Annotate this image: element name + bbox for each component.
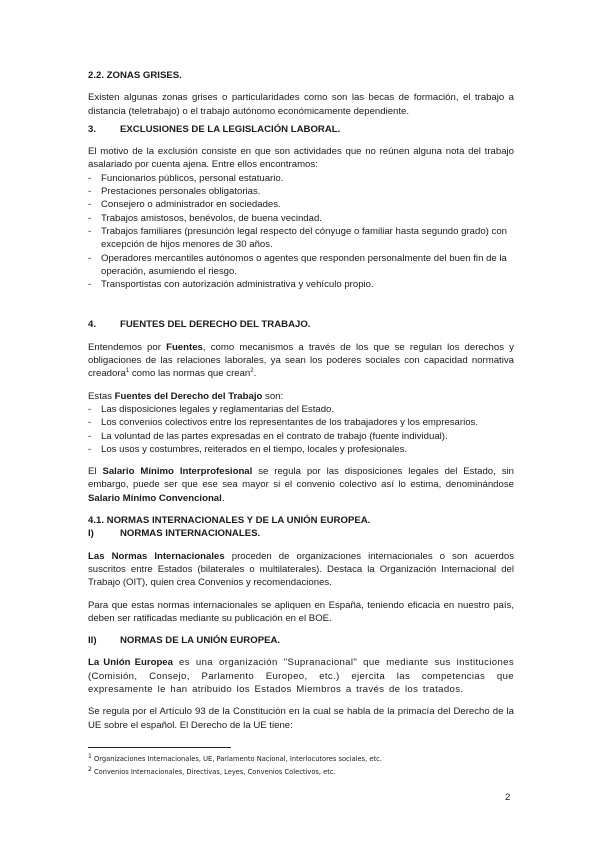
footnote-mark: 2	[88, 765, 92, 773]
list-item: - Trabajos amistosos, benévolos, de buena vecindad.	[88, 212, 514, 225]
paragraph-salario-minimo: El Salario Mínimo Interprofesional se regula por las disposiciones legales del Estado, sin embargo, puede ser que ese sea mayor si el convenio colectivo así lo estima, denominándose Salario Mínimo Convencional.	[88, 466, 514, 504]
section-heading-3	[88, 123, 514, 136]
document-page	[88, 69, 514, 732]
list-item: - Trabajos familiares (presunción legal respecto del cónyuge o familiar hasta segundo grado) con excepción de hijos menores de 30 años.	[88, 225, 514, 252]
list-item: - Las disposiciones legales y reglamentarias del Estado.	[88, 403, 514, 416]
section-heading-4	[88, 318, 514, 331]
list-item: - Operadores mercantiles autónomos o agentes que responden personalmente del buen fin de la operación, asumiendo el riesgo.	[88, 252, 514, 279]
section-number: 3.	[88, 123, 97, 135]
paragraph-union-europea: La Unión Europea es una organización "Supranacional" que mediante sus instituciones (Comisión, Consejo, Parlamento Europeo, etc.) ejercita las competencias que expresamente le han atribuido los Estados Miembros a través de los tratados.	[88, 657, 514, 695]
paragraph-zonas-grises: Existen algunas zonas grises o particularidades como son las becas de formación, el trabajo a distancia (teletrabajo) o el trabajo autónomo económicamente dependiente.	[88, 92, 514, 117]
section-title: FUENTES DEL DERECHO DEL TRABAJO.	[120, 319, 311, 331]
section-number: 4.	[88, 319, 97, 331]
list-item: - Los convenios colectivos entre los representantes de los trabajadores y los empresarios.	[88, 416, 514, 429]
list-item: - Transportistas con autorización administrativa y vehículo propio.	[88, 278, 514, 291]
paragraph-fuentes: Entendemos por Fuentes, como mecanismos a través de los que se regulan los derechos y obligaciones de las relaciones laborales, ya sean los poderes sociales con capacidad normativa creadora$^1$ como las normas que crean$^2$.	[88, 341, 514, 380]
subsection-heading-i	[88, 527, 514, 540]
paragraph-fuentes-intro: Estas Fuentes del Derecho del Trabajo son:	[88, 390, 284, 402]
paragraph-exclusiones: El motivo de la exclusión consiste en que son actividades que no reúnen alguna nota del trabajo asalariado por cuenta ajena. Entre ellos encontramos:	[88, 146, 514, 171]
paragraph-articulo-93: Se regula por el Artículo 93 de la Constitución en la cual se habla de la primacía del Derecho de la UE sobre el español. El Derecho de la UE tiene:	[88, 706, 514, 731]
bold-term: Fuentes	[166, 341, 203, 353]
subsection-heading-ii	[88, 634, 514, 647]
list-item: - Consejero o administrador en sociedades.	[88, 198, 514, 211]
bold-term: Salario Mínimo Convencional	[88, 492, 222, 504]
footnote-ref-2[interactable]: 2	[250, 368, 254, 375]
footnote-mark: 1	[88, 752, 92, 760]
footnote-2: $^2$ Convenios Internacionales, Directivas, Leyes, Convenios Colectivos, etc.	[88, 765, 336, 776]
list-item: - La voluntad de las partes expresadas en el contrato de trabajo (fuente individual).	[88, 430, 514, 443]
section-heading-4-1: 4.1. NORMAS INTERNACIONALES Y DE LA UNIÓN EUROPEA.	[88, 515, 371, 527]
bold-term: Salario Mínimo Interprofesional	[102, 466, 253, 478]
footnotes	[88, 753, 514, 779]
footnote-1: $^1$ Organizaciones Internacionales, UE, Parlamento Nacional, Interlocutores sociales, etc.	[88, 752, 382, 763]
subsection-title: NORMAS INTERNACIONALES.	[120, 528, 261, 540]
footnote-separator	[88, 747, 231, 748]
paragraph-normas-internacionales: Las Normas Internacionales proceden de organizaciones internacionales o son acuerdos suscritos entre Estados (bilaterales o multilaterales). Destaca la Organización Internacional del Trabajo (OIT), quien crea Convenios y recomendaciones.	[88, 550, 515, 589]
bold-term: Fuentes del Derecho del Trabajo	[114, 390, 263, 402]
subsection-number: I)	[88, 528, 94, 540]
footnote-ref-1[interactable]: 1	[125, 368, 130, 375]
list-item: - Los usos y costumbres, reiterados en el tiempo, locales y profesionales.	[88, 443, 514, 456]
subsection-number: II)	[88, 635, 97, 647]
list-fuentes	[88, 403, 514, 456]
section-heading-2-2: 2.2. ZONAS GRISES.	[88, 70, 182, 81]
page-number: 2	[505, 792, 511, 803]
list-exclusiones	[88, 172, 514, 292]
list-item: - Funcionarios públicos, personal estatuario.	[88, 172, 514, 185]
subsection-title: NORMAS DE LA UNIÓN EUROPEA.	[120, 635, 281, 647]
list-item: - Prestaciones personales obligatorias.	[88, 185, 514, 198]
bold-term: La Unión Europea	[88, 657, 173, 669]
section-title: EXCLUSIONES DE LA LEGISLACIÓN LABORAL.	[120, 123, 341, 135]
bold-term: Las Normas Internacionales	[88, 550, 225, 562]
paragraph-ratificacion: Para que estas normas internacionales se apliquen en España, teniendo eficacia en nuestro país, deben ser ratificadas mediante su publicación en el BOE.	[88, 599, 514, 624]
